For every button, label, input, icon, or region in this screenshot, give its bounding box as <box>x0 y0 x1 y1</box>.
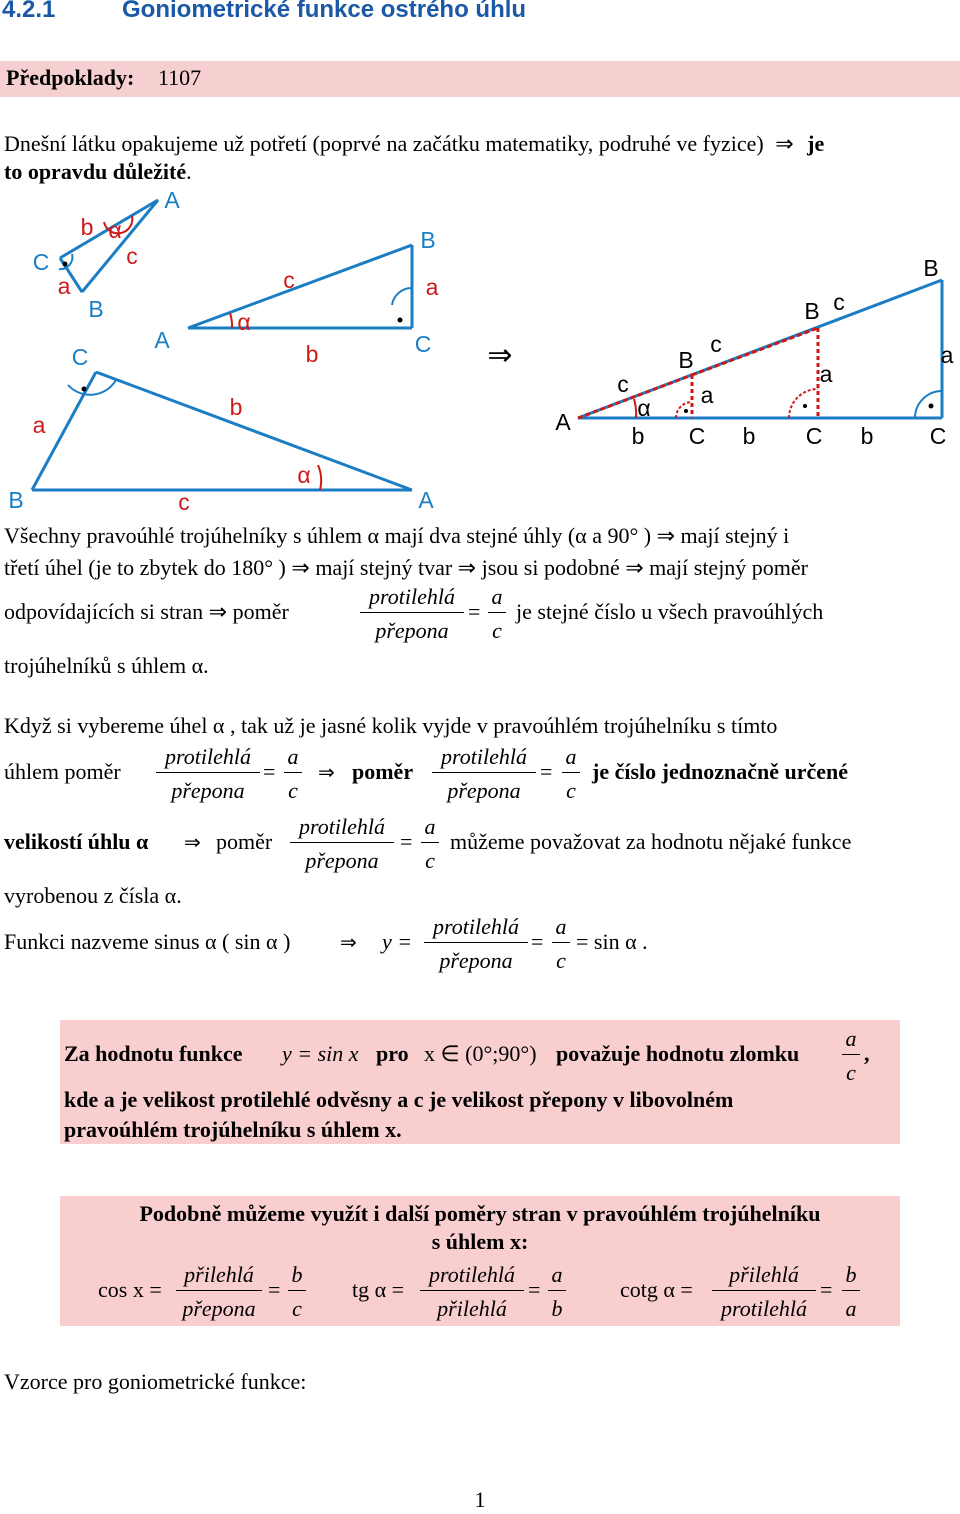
svg-text:B: B <box>923 255 939 281</box>
triangle-small <box>60 200 158 292</box>
fraction-a-c: a c <box>488 584 506 644</box>
svg-text:B: B <box>420 227 436 253</box>
svg-text:C: C <box>414 331 432 357</box>
section-title: Goniometrické funkce ostrého úhlu <box>122 0 527 23</box>
right-angle-arc-nested <box>915 391 942 418</box>
triangle-large <box>32 372 412 490</box>
svg-text:B: B <box>8 487 24 513</box>
alpha-arc-medium <box>230 313 232 328</box>
svg-text:⇒: ⇒ <box>487 339 513 372</box>
svg-text:b: b <box>229 394 243 420</box>
section-number: 4.2.1 <box>2 0 56 23</box>
para1-line-1: Všechny pravoúhlé trojúhelníky s úhlem α mají dva stejné úhly (α a 90° ) ⇒ mají stejný i <box>4 523 790 548</box>
right-angle-arc-medium <box>392 288 412 305</box>
svg-text:B: B <box>678 347 694 373</box>
para2-line-1: Když si vybereme úhel α , tak už je jasné kolik vyjde v pravoúhlém trojúhelníku s tímto <box>4 713 778 738</box>
svg-text:α: α <box>297 462 311 488</box>
svg-text:a: a <box>700 382 714 408</box>
svg-text:C: C <box>929 423 947 449</box>
svg-text:a: a <box>57 273 71 299</box>
para1-line-2: třetí úhel (je to zbytek do 180° ) ⇒ mají stejný tvar ⇒ jsou si podobné ⇒ mají stejný poměr <box>4 555 809 580</box>
prerequisites-bar <box>0 61 960 97</box>
svg-text:a: a <box>425 274 439 300</box>
svg-text:b: b <box>305 341 319 367</box>
alpha-arc-large <box>318 465 321 490</box>
svg-text:C: C <box>32 249 50 275</box>
svg-text:α: α <box>637 395 651 421</box>
svg-text:A: A <box>418 487 434 513</box>
svg-text:a: a <box>32 412 46 438</box>
svg-text:B: B <box>88 296 104 322</box>
para1-line-3-end: je stejné číslo u všech pravoúhlých <box>516 599 824 624</box>
svg-text:a: a <box>819 361 833 387</box>
svg-text:A: A <box>154 327 170 353</box>
prerequisites-value: 1107 <box>158 65 202 90</box>
svg-text:b: b <box>742 423 756 449</box>
intro-line-1: Dnešní látku opakujeme už potřetí (poprvé na začátku matematiky, podruhé ve fyzice) ⇒ je <box>4 131 825 156</box>
svg-text:c: c <box>283 267 295 293</box>
svg-text:A: A <box>555 409 571 435</box>
triangle-medium <box>188 245 412 328</box>
page-number: 1 <box>474 1487 486 1512</box>
formulas-title: Vzorce pro goniometrické funkce: <box>4 1369 307 1394</box>
intro-line-2: to opravdu důležité. <box>4 159 192 184</box>
para1-line-4: trojúhelníků s úhlem α. <box>4 653 209 678</box>
svg-text:c: c <box>710 331 722 357</box>
svg-text:c: c <box>126 243 138 269</box>
svg-text:C: C <box>71 344 89 370</box>
para1-line-3-start: odpovídajících si stran ⇒ poměr <box>4 599 289 624</box>
page-title <box>2 0 526 24</box>
triangles-figure <box>0 180 960 515</box>
svg-text:α: α <box>108 217 122 243</box>
svg-text:C: C <box>688 423 706 449</box>
svg-text:b: b <box>631 423 645 449</box>
svg-text:c: c <box>178 489 190 515</box>
svg-text:c: c <box>833 289 845 315</box>
triangles-nested <box>578 280 942 418</box>
svg-text:b: b <box>860 423 874 449</box>
fraction-protilehla-prepona: protilehlá přepona <box>360 584 464 644</box>
svg-text:C: C <box>805 423 823 449</box>
svg-text:B: B <box>804 298 820 324</box>
svg-text:a: a <box>940 342 954 368</box>
alpha-arc-nested <box>634 399 636 418</box>
svg-text:α: α <box>237 309 251 335</box>
svg-text:b: b <box>80 214 94 240</box>
svg-text:c: c <box>617 371 629 397</box>
svg-text:A: A <box>164 187 180 213</box>
prerequisites-label: Předpoklady: <box>6 65 135 90</box>
